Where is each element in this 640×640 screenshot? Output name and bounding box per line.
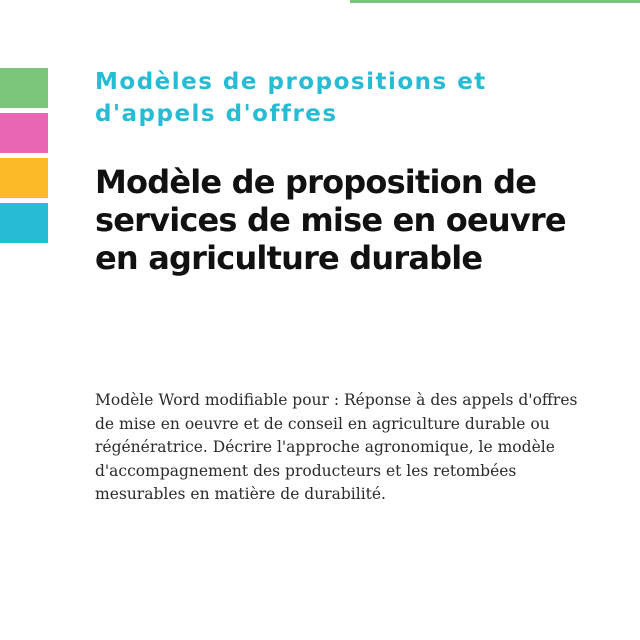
pink-swatch bbox=[0, 113, 48, 153]
green-swatch bbox=[0, 68, 48, 108]
document-description: Modèle Word modifiable pour : Réponse à des appels d'offres de mise en oeuvre et de conseil en agriculture durable ou régénératrice. Décrire l'approche agronomique, le modèle d'accompagnement des producteurs et les retombées mesurables en matière de durabilité. bbox=[95, 391, 578, 503]
cyan-swatch bbox=[0, 203, 48, 243]
color-swatch-strip bbox=[0, 68, 48, 248]
yellow-swatch bbox=[0, 158, 48, 198]
category-heading: Modèles de propositions et d'appels d'offres bbox=[95, 69, 487, 127]
document-title: Modèle de proposition de services de mise en oeuvre en agriculture durable bbox=[95, 163, 566, 277]
top-accent-line bbox=[350, 0, 640, 3]
